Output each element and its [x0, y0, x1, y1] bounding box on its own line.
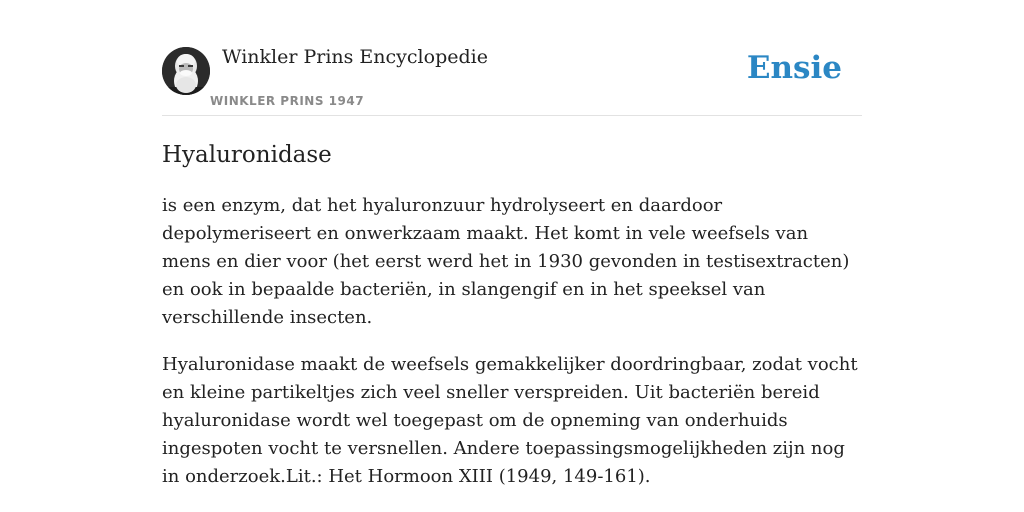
author-avatar[interactable] — [162, 47, 210, 95]
brand-logo[interactable]: Ensie — [746, 50, 842, 86]
bearded-man-portrait-icon — [162, 47, 210, 95]
source-title[interactable]: Winkler Prins Encyclopedie — [222, 46, 488, 68]
article-title: Hyaluronidase — [162, 142, 332, 168]
source-subtitle[interactable]: WINKLER PRINS 1947 — [210, 94, 365, 108]
page-container — [162, 0, 862, 491]
article-paragraph-2: Hyaluronidase maakt de weefsels gemakkelijker doordringbaar, zodat vocht en kleine partikeltjes zich veel sneller verspreiden. Uit bacteriën bereid hyaluronidase wordt wel toegepast om de opneming van onderhuids ingespoten vocht te versnellen. Andere toepassingsmogelijkheden zijn nog in onderzoek.Lit.: Het Hormoon XIII (1949, 149-161). — [162, 353, 858, 487]
page-header — [162, 0, 862, 116]
article-paragraph-1: is een enzym, dat het hyaluronzuur hydrolyseert en daardoor depolymeriseert en onwerkzaam maakt. Het komt in vele weefsels van mens en dier voor (het eerst werd het in 1930 gevonden in testisextracten) en ook in bepaalde bacteriën, in slangengif en in het speeksel van verschillende insecten. — [162, 194, 850, 328]
